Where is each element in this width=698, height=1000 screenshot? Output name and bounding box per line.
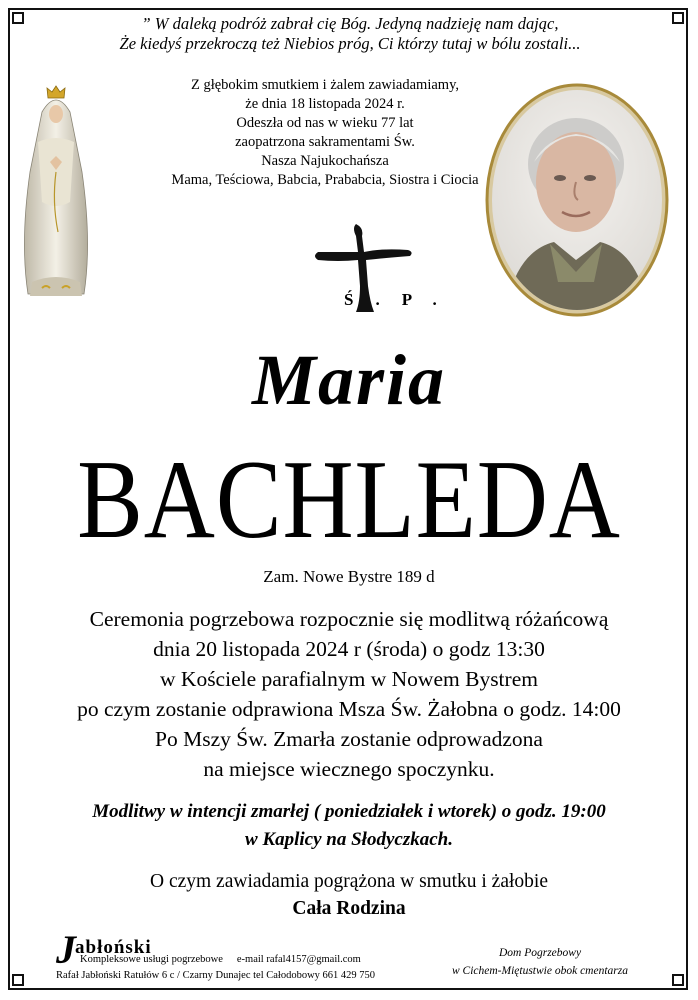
ceremony-line: Ceremonia pogrzebowa rozpocznie się modlitwą różańcową	[89, 607, 609, 631]
footer-contact-line	[80, 954, 361, 965]
intro-line: Odeszła od nas w wieku 77 lat	[236, 115, 414, 131]
intro-line: zaopatrzona sakramentami Św.	[235, 134, 415, 150]
footer-address: Rafał Jabłoński Ratułów 6 c / Czarny Dunajec tel Całodobowy 661 429 750	[56, 970, 376, 981]
family-signature: Cała Rodzina	[292, 898, 406, 919]
prayer-line: Modlitwy w intencji zmarłej ( poniedziałek i wtorek) o godz. 19:00	[92, 801, 606, 822]
intro-line: że dnia 18 listopada 2024 r.	[245, 96, 405, 112]
corner-ornament	[672, 974, 684, 986]
footer-tagline: Kompleksowe usługi pogrzebowe	[80, 954, 223, 965]
poem-line: Że kiedyś przekroczą też Niebios próg, Ci którzy tutaj w bólu zostali...	[119, 34, 581, 53]
funeral-home-location: w Cichem-Miętustwie obok cmentarza	[452, 965, 628, 977]
initials-sp: Ś.P.	[344, 290, 459, 309]
prayer-details	[20, 798, 678, 854]
ceremony-line: w Kościele parafialnym w Nowem Bystrem	[160, 667, 538, 691]
deceased-first-name: Maria	[251, 340, 447, 420]
intro-line: Nasza Najukochańsza	[261, 153, 389, 169]
ceremony-line: dnia 20 listopada 2024 r (środa) o godz 13:30	[153, 637, 545, 661]
deceased-portrait-photo	[484, 82, 670, 318]
funeral-home-info	[430, 944, 650, 980]
logo-name: abłoński	[75, 937, 152, 958]
ceremony-line: na miejsce wiecznego spoczynku.	[203, 757, 495, 781]
poem-line: ” W daleką podróż zabrał cię Bóg. Jedyną nadzieję nam dając,	[141, 14, 559, 33]
madonna-statue-image	[12, 82, 100, 304]
footer-email[interactable]: e-mail rafal4157@gmail.com	[236, 954, 361, 965]
ceremony-details	[20, 604, 678, 784]
closing-line: O czym zawiadamia pogrążona w smutku i żałobie	[150, 871, 548, 892]
funeral-home-title: Dom Pogrzebowy	[498, 947, 582, 959]
corner-ornament	[672, 12, 684, 24]
corner-ornament	[12, 974, 24, 986]
deceased-surname: BACHLEDA	[77, 438, 621, 562]
ceremony-line: Po Mszy Św. Zmarła zostanie odprowadzona	[155, 727, 543, 751]
funeral-home-logo-block	[56, 927, 406, 981]
closing-note	[20, 868, 678, 922]
intro-line: Mama, Teściowa, Babcia, Prababcia, Siostra i Ciocia	[171, 172, 479, 188]
corner-ornament	[12, 12, 24, 24]
prayer-line: w Kaplicy na Słodyczkach.	[245, 829, 453, 850]
residence-address: Zam. Nowe Bystre 189 d	[263, 567, 435, 586]
logo-initial: J	[56, 927, 76, 972]
poem	[30, 14, 670, 54]
announcement-intro	[100, 76, 550, 190]
intro-line: Z głębokim smutkiem i żalem zawiadamiamy,	[190, 77, 460, 93]
ceremony-line: po czym zostanie odprawiona Msza Św. Żałobna o godz. 14:00	[77, 697, 621, 721]
